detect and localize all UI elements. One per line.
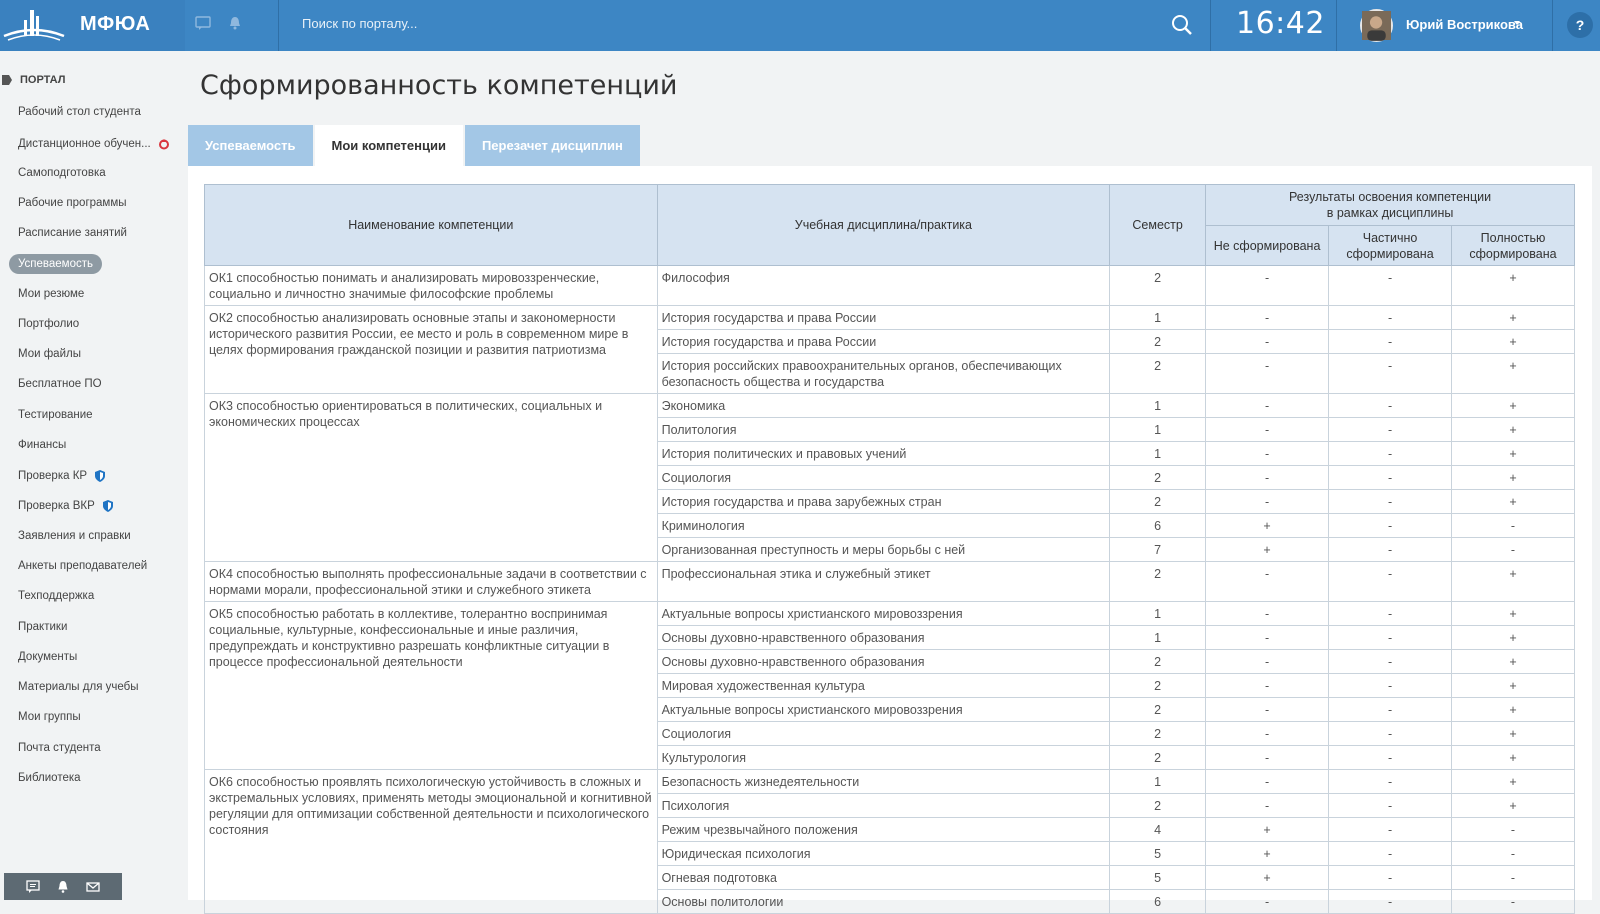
column-header-results-line: в рамках дисциплины xyxy=(1326,206,1454,220)
sidebar-item-label: Портфолио xyxy=(18,318,80,330)
partial-cell: - xyxy=(1329,866,1452,890)
not-formed-cell: + xyxy=(1206,538,1329,562)
not-formed-cell: - xyxy=(1206,674,1329,698)
discipline-cell: Основы духовно-нравственного образования xyxy=(657,626,1110,650)
semester-cell: 1 xyxy=(1110,418,1206,442)
shield-icon xyxy=(103,500,113,512)
sidebar-item[interactable] xyxy=(18,621,67,633)
tab-performance[interactable]: Успеваемость xyxy=(188,125,313,166)
sidebar-item[interactable] xyxy=(18,470,105,482)
discipline-cell: Режим чрезвычайного положения xyxy=(657,818,1110,842)
not-formed-cell: - xyxy=(1206,442,1329,466)
sidebar-item-label: Проверка КР xyxy=(18,470,88,482)
sidebar-item[interactable] xyxy=(18,197,127,209)
table-row xyxy=(205,306,1575,330)
brand[interactable] xyxy=(0,0,185,51)
competency-name-cell: ОК2 способностью анализировать основные этапы и закономерности исторического развития России, ее место и роль в современном мире в целях формирования гражданской позиции и развития патриотизма xyxy=(205,306,658,394)
competency-name-cell: ОК4 способностью выполнять профессиональные задачи в соответствии с нормами морали, профессиональной этики и служебного этикета xyxy=(205,562,658,602)
full-cell: - xyxy=(1452,890,1575,914)
discipline-cell: Социология xyxy=(657,466,1110,490)
discipline-cell: История российских правоохранительных органов, обеспечивающих безопасность общества и государства xyxy=(657,354,1110,394)
semester-cell: 1 xyxy=(1110,602,1206,626)
partial-cell: - xyxy=(1329,746,1452,770)
full-cell: + xyxy=(1452,562,1575,602)
discipline-cell: Безопасность жизнедеятельности xyxy=(657,770,1110,794)
sidebar-item-label: Анкеты преподавателей xyxy=(18,560,148,572)
search-input[interactable]: Поиск по порталу... xyxy=(302,16,418,31)
brand-name: МФЮА xyxy=(80,13,151,35)
full-cell: + xyxy=(1452,442,1575,466)
full-cell: + xyxy=(1452,698,1575,722)
full-cell: + xyxy=(1452,490,1575,514)
partial-cell: - xyxy=(1329,794,1452,818)
full-cell: + xyxy=(1452,466,1575,490)
column-header-not-formed: Не сформирована xyxy=(1206,226,1329,266)
discipline-cell: Культурология xyxy=(657,746,1110,770)
sidebar-section xyxy=(0,74,65,86)
sidebar-item[interactable] xyxy=(18,167,106,179)
chevron-down-icon[interactable] xyxy=(1514,21,1520,25)
column-header-name: Наименование компетенции xyxy=(205,185,658,266)
sidebar-item-label: Практики xyxy=(18,621,68,633)
sidebar-item[interactable] xyxy=(18,711,81,723)
page-title: Сформированность компетенций xyxy=(200,70,678,101)
not-formed-cell: - xyxy=(1206,746,1329,770)
sidebar-item-label: Рабочий стол студента xyxy=(18,106,141,118)
partial-cell: - xyxy=(1329,562,1452,602)
sidebar-item-label: Заявления и справки xyxy=(18,530,131,542)
column-header-partial-line: Частично xyxy=(1362,230,1418,245)
partial-cell: - xyxy=(1329,418,1452,442)
search-icon[interactable] xyxy=(1170,13,1194,37)
semester-cell: 4 xyxy=(1110,818,1206,842)
sidebar-item[interactable] xyxy=(18,651,77,663)
semester-cell: 2 xyxy=(1110,794,1206,818)
partial-cell: - xyxy=(1329,514,1452,538)
mail-icon[interactable] xyxy=(86,880,100,894)
table-body xyxy=(205,266,1575,914)
not-formed-cell: - xyxy=(1206,650,1329,674)
discipline-cell: Мировая художественная культура xyxy=(657,674,1110,698)
sidebar-item[interactable] xyxy=(18,227,127,239)
sidebar-item[interactable] xyxy=(18,378,102,390)
semester-cell: 1 xyxy=(1110,626,1206,650)
semester-cell: 2 xyxy=(1110,674,1206,698)
competencies-table xyxy=(204,184,1575,914)
chat-icon[interactable] xyxy=(195,15,211,31)
not-formed-cell: - xyxy=(1206,394,1329,418)
semester-cell: 2 xyxy=(1110,466,1206,490)
divider xyxy=(278,0,279,51)
full-cell: + xyxy=(1452,394,1575,418)
top-bar xyxy=(0,0,1600,51)
partial-cell: - xyxy=(1329,698,1452,722)
discipline-cell: История государства и права России xyxy=(657,306,1110,330)
column-header-partial-line: сформирована xyxy=(1346,246,1434,261)
partial-cell: - xyxy=(1329,354,1452,394)
not-formed-cell: - xyxy=(1206,722,1329,746)
sidebar-item-label: Успеваемость xyxy=(18,258,93,270)
competency-name-cell: ОК3 способностью ориентироваться в политических, социальных и экономических процессах xyxy=(205,394,658,562)
column-header-results-line: Результаты освоения компетенции xyxy=(1289,190,1492,204)
partial-cell: - xyxy=(1329,722,1452,746)
semester-cell: 2 xyxy=(1110,354,1206,394)
full-cell: - xyxy=(1452,818,1575,842)
sidebar xyxy=(0,51,185,900)
full-cell: + xyxy=(1452,266,1575,306)
semester-cell: 1 xyxy=(1110,306,1206,330)
not-formed-cell: + xyxy=(1206,818,1329,842)
discipline-cell: Криминология xyxy=(657,514,1110,538)
partial-cell: - xyxy=(1329,842,1452,866)
divider xyxy=(1552,0,1553,51)
discipline-cell: Основы духовно-нравственного образования xyxy=(657,650,1110,674)
sidebar-item-label: Техподдержка xyxy=(18,590,95,602)
not-formed-cell: - xyxy=(1206,890,1329,914)
full-cell: - xyxy=(1452,842,1575,866)
bell-icon[interactable] xyxy=(227,15,243,31)
not-formed-cell: - xyxy=(1206,770,1329,794)
discipline-cell: История государства и права зарубежных стран xyxy=(657,490,1110,514)
sidebar-item-label: Материалы для учебы xyxy=(18,681,139,693)
sidebar-item[interactable] xyxy=(18,439,66,451)
sidebar-item[interactable] xyxy=(18,560,147,572)
not-formed-cell: - xyxy=(1206,698,1329,722)
sidebar-item[interactable] xyxy=(18,500,113,512)
user-name[interactable]: Юрий Вострикова xyxy=(1406,17,1523,32)
discipline-cell: История политических и правовых учений xyxy=(657,442,1110,466)
partial-cell: - xyxy=(1329,330,1452,354)
sidebar-item-label: Финансы xyxy=(18,439,67,451)
full-cell: + xyxy=(1452,354,1575,394)
full-cell: + xyxy=(1452,722,1575,746)
full-cell: + xyxy=(1452,650,1575,674)
column-header-results xyxy=(1206,185,1575,226)
sidebar-item-label: Мои резюме xyxy=(18,288,85,300)
semester-cell: 1 xyxy=(1110,770,1206,794)
sidebar-item-label: Дистанционное обучен... xyxy=(18,138,151,150)
full-cell: - xyxy=(1452,514,1575,538)
partial-cell: - xyxy=(1329,266,1452,306)
sidebar-item[interactable] xyxy=(18,106,141,118)
sidebar-item[interactable] xyxy=(18,318,79,330)
semester-cell: 2 xyxy=(1110,746,1206,770)
table-row xyxy=(205,394,1575,418)
divider xyxy=(1336,0,1337,51)
bell-icon[interactable] xyxy=(56,880,70,894)
table-row xyxy=(205,266,1575,306)
partial-cell: - xyxy=(1329,890,1452,914)
sidebar-item-label: Самоподготовка xyxy=(18,167,106,179)
not-formed-cell: - xyxy=(1206,330,1329,354)
sidebar-item[interactable] xyxy=(18,288,84,300)
not-formed-cell: - xyxy=(1206,490,1329,514)
column-header-full-line: сформирована xyxy=(1469,246,1557,261)
partial-cell: - xyxy=(1329,626,1452,650)
discipline-cell: Огневая подготовка xyxy=(657,866,1110,890)
column-header-semester: Семестр xyxy=(1110,185,1206,266)
shield-icon xyxy=(95,470,105,482)
sidebar-item-label: Документы xyxy=(18,651,78,663)
semester-cell: 2 xyxy=(1110,650,1206,674)
partial-cell: - xyxy=(1329,466,1452,490)
partial-cell: - xyxy=(1329,442,1452,466)
full-cell: + xyxy=(1452,770,1575,794)
sidebar-item-active[interactable] xyxy=(9,254,102,274)
partial-cell: - xyxy=(1329,490,1452,514)
user-photo-icon xyxy=(1362,11,1391,40)
partial-cell: - xyxy=(1329,394,1452,418)
sidebar-footer xyxy=(4,873,122,900)
tab-credit-transfer[interactable]: Перезачет дисциплин xyxy=(465,125,640,166)
sidebar-item[interactable] xyxy=(18,681,138,693)
tab-competencies[interactable]: Мои компетенции xyxy=(315,125,463,166)
not-formed-cell: - xyxy=(1206,626,1329,650)
not-formed-cell: - xyxy=(1206,602,1329,626)
semester-cell: 2 xyxy=(1110,490,1206,514)
full-cell: + xyxy=(1452,626,1575,650)
help-button[interactable]: ? xyxy=(1567,12,1593,38)
sidebar-item[interactable] xyxy=(18,590,94,602)
sidebar-item[interactable] xyxy=(18,409,93,421)
competency-name-cell: ОК1 способностью понимать и анализировать мировоззренческие, социально и личностно значимые философские проблемы xyxy=(205,266,658,306)
semester-cell: 2 xyxy=(1110,722,1206,746)
partial-cell: - xyxy=(1329,650,1452,674)
not-formed-cell: - xyxy=(1206,354,1329,394)
discipline-cell: Психология xyxy=(657,794,1110,818)
discipline-cell: Актуальные вопросы христианского мировоззрения xyxy=(657,698,1110,722)
competency-name-cell: ОК5 способностью работать в коллективе, толерантно воспринимая социальные, культурные, конфессиональные и иные различия, предупреждать и конструктивно разрешать конфликтные ситуации в процессе профессиональной деятельности xyxy=(205,602,658,770)
sidebar-item-label: Мои группы xyxy=(18,711,81,723)
sidebar-item[interactable] xyxy=(18,348,81,360)
column-header-full xyxy=(1452,226,1575,266)
semester-cell: 2 xyxy=(1110,562,1206,602)
fire-icon xyxy=(159,139,169,149)
discipline-cell: Социология xyxy=(657,722,1110,746)
not-formed-cell: - xyxy=(1206,794,1329,818)
logo-icon xyxy=(2,6,66,46)
column-header-partial xyxy=(1329,226,1452,266)
column-header-discipline: Учебная дисциплина/практика xyxy=(657,185,1110,266)
semester-cell: 1 xyxy=(1110,394,1206,418)
discipline-cell: Экономика xyxy=(657,394,1110,418)
discipline-cell: Основы политологии xyxy=(657,890,1110,914)
full-cell: + xyxy=(1452,746,1575,770)
not-formed-cell: - xyxy=(1206,306,1329,330)
full-cell: + xyxy=(1452,674,1575,698)
sidebar-item-label: Рабочие программы xyxy=(18,197,127,209)
discipline-cell: Организованная преступность и меры борьбы с ней xyxy=(657,538,1110,562)
partial-cell: - xyxy=(1329,602,1452,626)
full-cell: + xyxy=(1452,330,1575,354)
semester-cell: 6 xyxy=(1110,890,1206,914)
sidebar-item[interactable] xyxy=(18,138,169,150)
top-icons xyxy=(195,15,243,31)
semester-cell: 5 xyxy=(1110,842,1206,866)
not-formed-cell: - xyxy=(1206,562,1329,602)
semester-cell: 6 xyxy=(1110,514,1206,538)
column-header-full-line: Полностью xyxy=(1480,230,1546,245)
sidebar-item-label: Мои файлы xyxy=(18,348,81,360)
tag-icon xyxy=(2,75,12,85)
chat-icon[interactable] xyxy=(26,880,40,894)
sidebar-item[interactable] xyxy=(18,742,101,754)
not-formed-cell: + xyxy=(1206,514,1329,538)
not-formed-cell: - xyxy=(1206,418,1329,442)
not-formed-cell: + xyxy=(1206,842,1329,866)
sidebar-section-title: ПОРТАЛ xyxy=(20,74,66,86)
discipline-cell: Профессиональная этика и служебный этикет xyxy=(657,562,1110,602)
clock: 16:42 xyxy=(1236,6,1325,41)
not-formed-cell: - xyxy=(1206,266,1329,306)
semester-cell: 2 xyxy=(1110,266,1206,306)
table-row xyxy=(205,602,1575,626)
competency-name-cell: ОК6 способностью проявлять психологическую устойчивость в сложных и экстремальных условиях, применять методы эмоциональной и когнитивной регуляции для оптимизации собственной деятельности и психологического состояния xyxy=(205,770,658,914)
table-row xyxy=(205,562,1575,602)
sidebar-item[interactable] xyxy=(18,530,131,542)
semester-cell: 7 xyxy=(1110,538,1206,562)
full-cell: - xyxy=(1452,866,1575,890)
not-formed-cell: - xyxy=(1206,466,1329,490)
partial-cell: - xyxy=(1329,538,1452,562)
full-cell: + xyxy=(1452,602,1575,626)
partial-cell: - xyxy=(1329,770,1452,794)
sidebar-item[interactable] xyxy=(18,772,81,784)
full-cell: + xyxy=(1452,794,1575,818)
full-cell: - xyxy=(1452,538,1575,562)
tab-content xyxy=(188,166,1592,909)
sidebar-item-label: Бесплатное ПО xyxy=(18,378,102,390)
discipline-cell: Юридическая психология xyxy=(657,842,1110,866)
semester-cell: 2 xyxy=(1110,698,1206,722)
discipline-cell: Политология xyxy=(657,418,1110,442)
divider xyxy=(1210,0,1211,51)
avatar[interactable] xyxy=(1360,9,1393,42)
semester-cell: 1 xyxy=(1110,442,1206,466)
sidebar-item-label: Расписание занятий xyxy=(18,227,127,239)
semester-cell: 5 xyxy=(1110,866,1206,890)
discipline-cell: Актуальные вопросы христианского мировоззрения xyxy=(657,602,1110,626)
semester-cell: 2 xyxy=(1110,330,1206,354)
full-cell: + xyxy=(1452,418,1575,442)
sidebar-item-label: Тестирование xyxy=(18,409,93,421)
partial-cell: - xyxy=(1329,306,1452,330)
sidebar-item-label: Библиотека xyxy=(18,772,81,784)
discipline-cell: Философия xyxy=(657,266,1110,306)
discipline-cell: История государства и права России xyxy=(657,330,1110,354)
full-cell: + xyxy=(1452,306,1575,330)
partial-cell: - xyxy=(1329,818,1452,842)
not-formed-cell: + xyxy=(1206,866,1329,890)
partial-cell: - xyxy=(1329,674,1452,698)
table-row xyxy=(205,770,1575,794)
sidebar-item-label: Проверка ВКР xyxy=(18,500,95,512)
sidebar-item-label: Почта студента xyxy=(18,742,101,754)
tabs xyxy=(188,125,640,166)
